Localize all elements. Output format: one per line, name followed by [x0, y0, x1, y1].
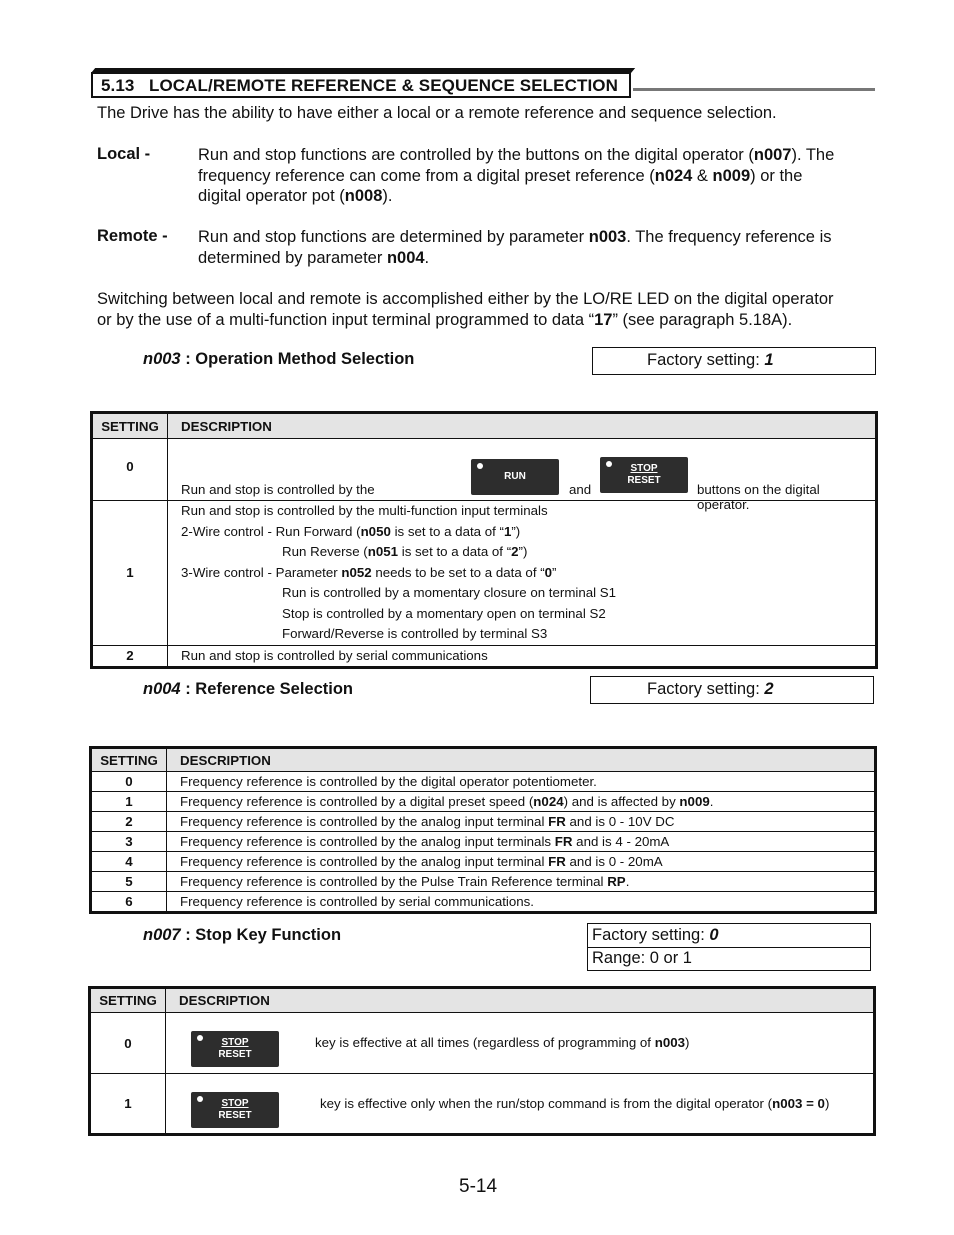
- n004-heading: n004 : Reference Selection: [143, 680, 354, 698]
- section-title-text: LOCAL/REMOTE REFERENCE & SEQUENCE SELECTION: [148, 76, 618, 95]
- n003-factory-setting: Factory setting: 1: [592, 347, 876, 375]
- table-row: 6 Frequency reference is controlled by serial communications.: [92, 892, 875, 912]
- table-row: 0 STOP RESET key is effective at all times (regardless of programming of n003): [91, 1013, 874, 1074]
- local-term: Local -: [97, 145, 151, 163]
- stop-reset-key-icon: STOP RESET: [191, 1092, 279, 1128]
- table-row: 2 Run and stop is controlled by serial communications: [93, 645, 876, 666]
- table-row: 0 Frequency reference is controlled by the digital operator potentiometer.: [92, 772, 875, 792]
- n004-factory-setting: Factory setting: 2: [590, 676, 874, 704]
- table-row: 3 Frequency reference is controlled by the analog input terminals FR and is 4 - 20mA: [92, 832, 875, 852]
- table-row: 0 Run and stop is controlled by the RUN and STOP RESET buttons on the digital operator.: [93, 439, 876, 501]
- n003-heading: n003 : Operation Method Selection: [143, 350, 415, 368]
- local-definition: Run and stop functions are controlled by the buttons on the digital operator (n007). The frequency reference can come from a digital preset reference (n024 & n009) or the digital operator pot (n008).: [198, 146, 835, 205]
- table-row: 5 Frequency reference is controlled by the Pulse Train Reference terminal RP.: [92, 872, 875, 892]
- section-title: [101, 76, 618, 96]
- table-row: 4 Frequency reference is controlled by the analog input terminal FR and is 0 - 20mA: [92, 852, 875, 872]
- n003-table: [92, 413, 876, 667]
- table-header-row: SETTING DESCRIPTION: [91, 989, 874, 1013]
- n007-table: [90, 988, 874, 1134]
- table-row: 2 Frequency reference is controlled by the analog input terminal FR and is 0 - 10V DC: [92, 812, 875, 832]
- switching-paragraph: Switching between local and remote is accomplished either by the LO/RE LED on the digital operator or by the use of a multi-function input terminal programmed to data “17” (see paragraph 5.18A).: [97, 290, 834, 329]
- n007-range: Range: 0 or 1: [592, 949, 692, 967]
- stop-reset-key-icon: STOP RESET: [600, 457, 688, 493]
- remote-definition: Run and stop functions are determined by parameter n003. The frequency reference is determined by parameter n004.: [198, 228, 832, 267]
- table-row: 1 STOP RESET key is effective only when the run/stop command is from the digital operator (n003 = 0): [91, 1074, 874, 1134]
- table-header-row: SETTING DESCRIPTION: [92, 749, 875, 772]
- page-number: 5-14: [459, 1176, 498, 1197]
- n007-heading: n007 : Stop Key Function: [143, 926, 342, 944]
- table-row: 1 Run and stop is controlled by the multi-function input terminals 2-Wire control - Run Forward (n050 is set to a data of “1”) Run Reverse (n051 is set to a data of “2”) 3-Wire control - Parameter n052 needs to be set to a data of “0” Run is controlled by a momentary closure on terminal S1 Stop is controlled by a momentary open on terminal S2 Forward/Reverse is controlled by terminal S3: [93, 501, 876, 646]
- n007-factory-setting: Factory setting: 0 Range: 0 or 1: [587, 923, 871, 971]
- n004-table: [91, 748, 875, 912]
- section-number: 5.13: [101, 76, 135, 95]
- section-rule: [633, 88, 875, 91]
- run-key-icon: RUN: [471, 459, 559, 495]
- table-header-row: SETTING DESCRIPTION: [93, 414, 876, 439]
- remote-term: Remote -: [97, 227, 168, 245]
- intro-paragraph: The Drive has the ability to have either a local or a remote reference and sequence selection.: [97, 104, 777, 122]
- stop-reset-key-icon: STOP RESET: [191, 1031, 279, 1067]
- table-row: 1 Frequency reference is controlled by a digital preset speed (n024) and is affected by n009.: [92, 792, 875, 812]
